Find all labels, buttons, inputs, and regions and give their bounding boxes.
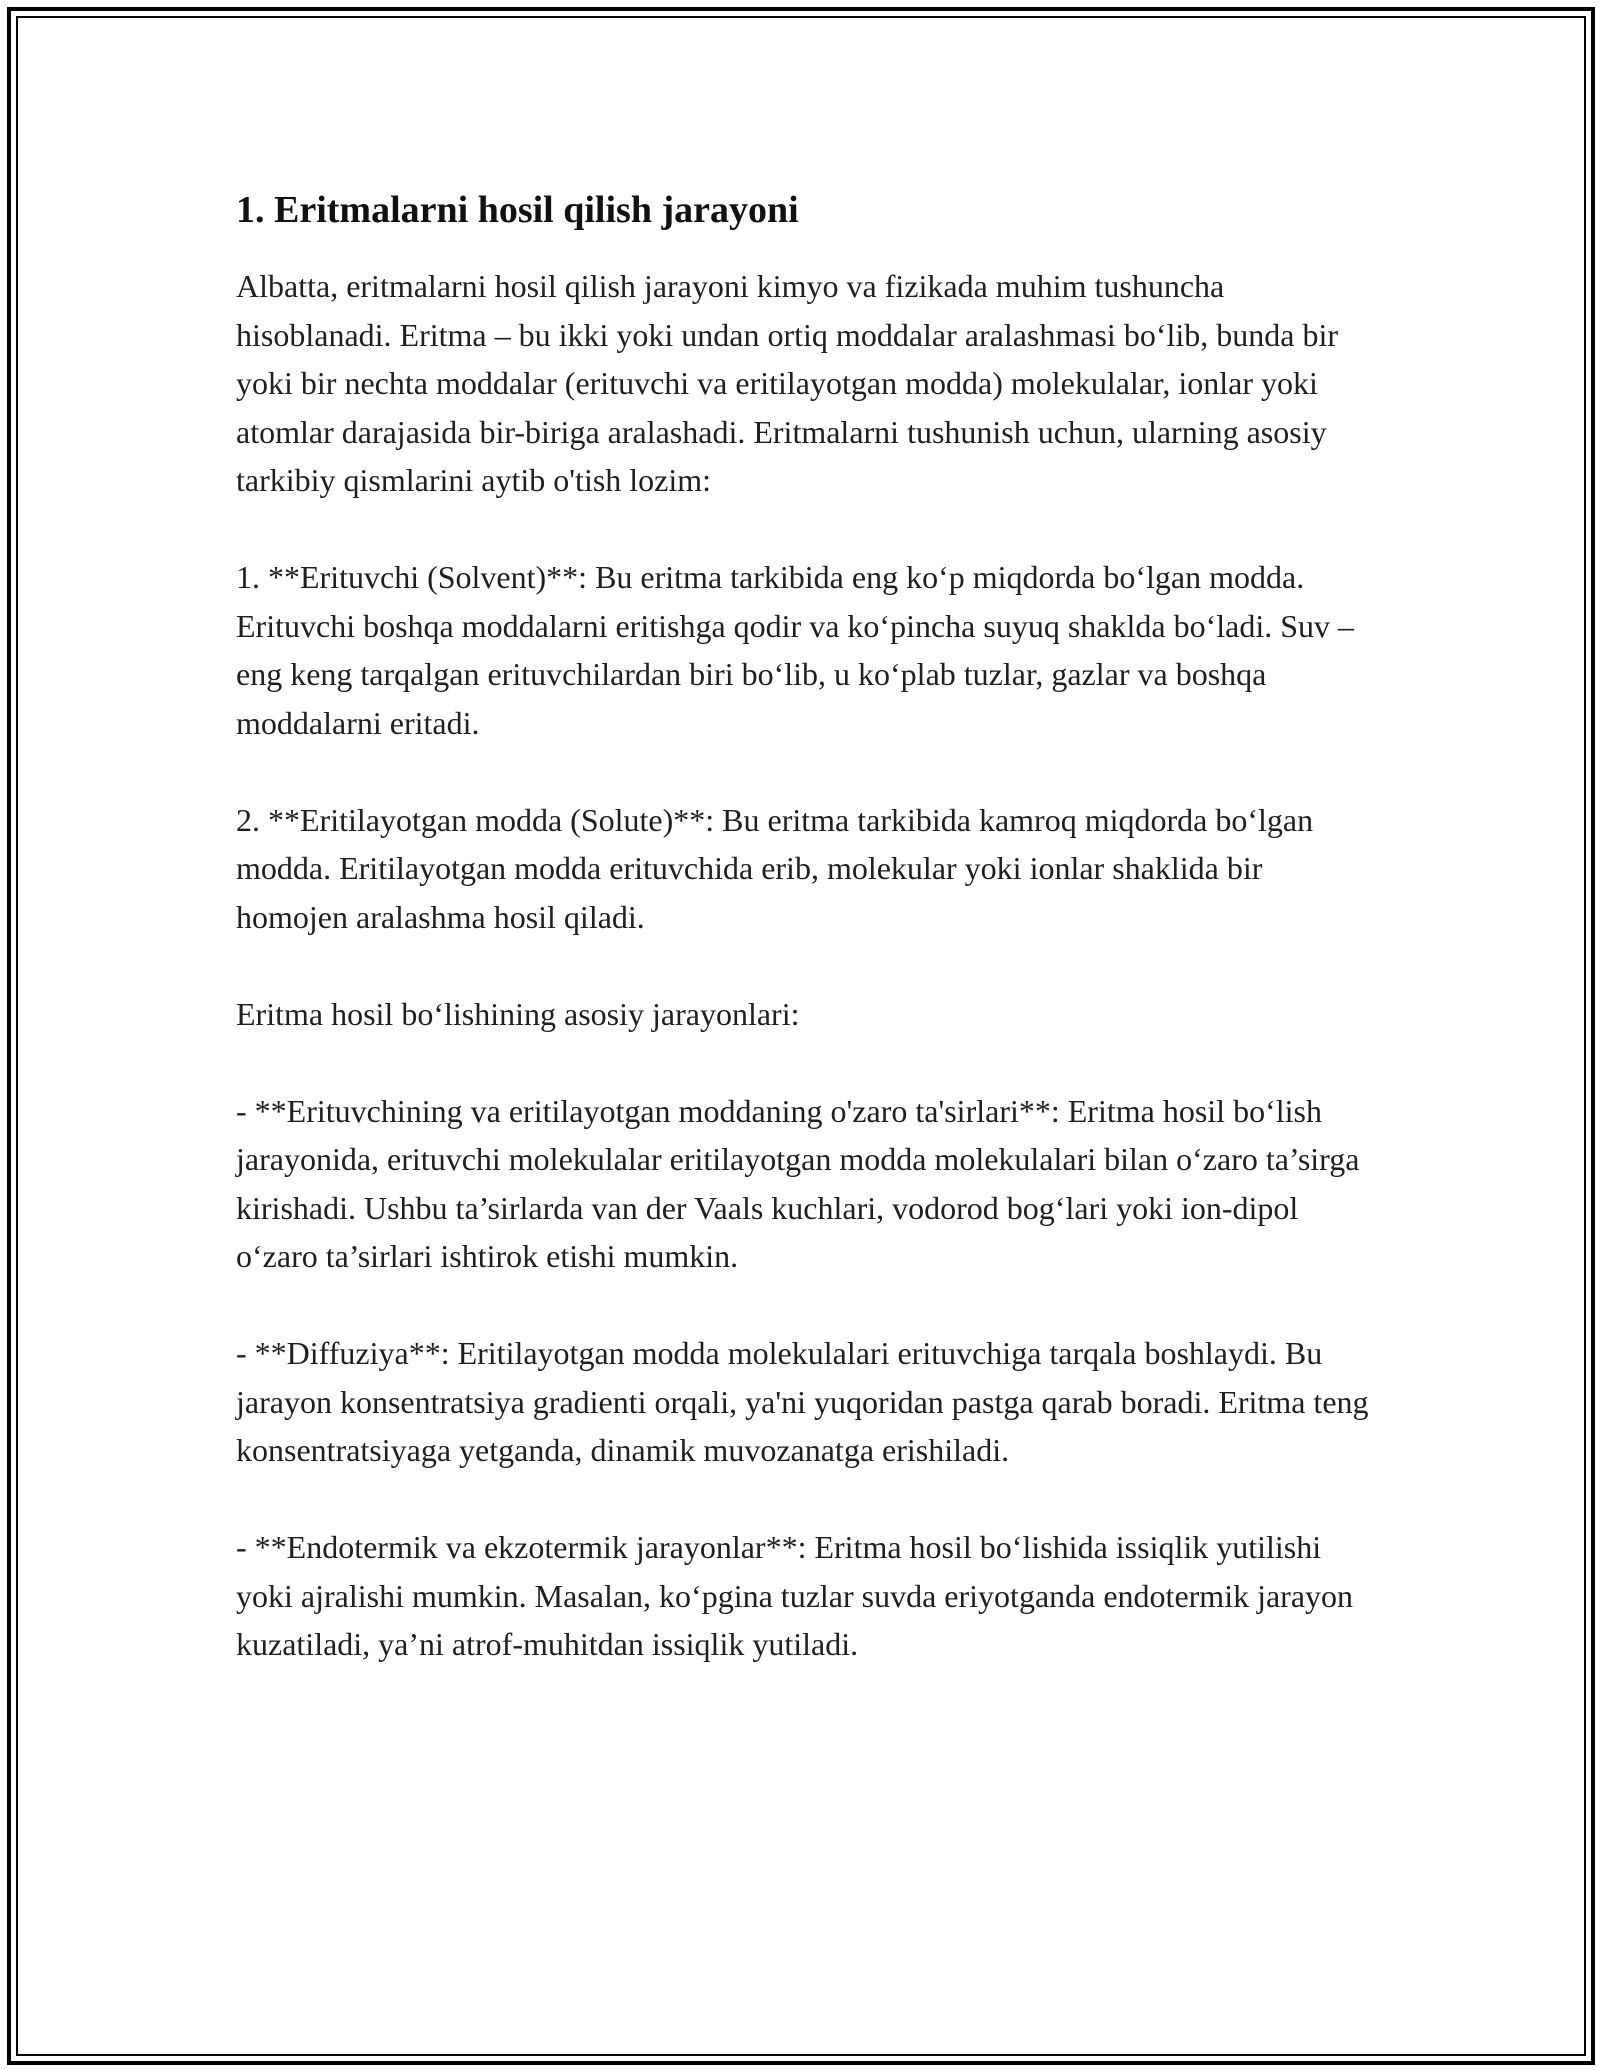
paragraph-interactions: - **Erituvchining va eritilayotgan moddaning o'zaro ta'sirlari**: Eritma hosil bo‘lish jarayonida, erituvchi molekulalar eritilayotgan modda molekulalari bilan o‘zaro ta’sirga kirishadi. Ushbu ta’sirlarda van der Vaals kuchlari, vodorod bog‘lari yoki ion-dipol o‘zaro ta’sirlari ishtirok etishi mumkin. — [236, 1092, 1360, 1274]
paragraph-intro: Albatta, eritmalarni hosil qilish jarayoni kimyo va fizikada muhim tushuncha hisoblanadi. Eritma – bu ikki yoki undan ortiq moddalar aralashmasi bo‘lib, bunda bir yoki bir nechta moddalar (erituvchi va eritilayotgan modda) molekulalar, ionlar yoki atomlar darajasida bir-biriga aralashadi. Eritmalarni tushunish uchun, ularning asosiy tarkibiy qismlarini aytib o'tish lozim: — [236, 268, 1338, 498]
paragraph-thermal: - **Endotermik va ekzotermik jarayonlar**: Eritma hosil bo‘lishida issiqlik yutilishi yoki ajralishi mumkin. Masalan, ko‘pgina tuzlar suvda eriyotganda endotermik jarayon kuzatiladi, ya’ni atrof-muhitdan issiqlik yutiladi. — [236, 1529, 1354, 1662]
paragraph-processes-heading: Eritma hosil bo‘lishining asosiy jarayonlari: — [236, 995, 800, 1032]
paragraph-solvent: 1. **Erituvchi (Solvent)**: Bu eritma tarkibida eng ko‘p miqdorda bo‘lgan modda. Erituvchi boshqa moddalarni eritishga qodir va ko‘pincha suyuq shaklda bo‘ladi. Suv – eng keng tarqalgan erituvchilardan biri bo‘lib, u ko‘plab tuzlar, gazlar va boshqa moddalarni eritadi. — [236, 559, 1354, 741]
document-body — [236, 184, 1376, 1717]
paragraph-solute: 2. **Eritilayotgan modda (Solute)**: Bu eritma tarkibida kamroq miqdorda bo‘lgan modda. Eritilayotgan modda erituvchida erib, molekular yoki ionlar shaklida bir homojen aralashma hosil qiladi. — [236, 801, 1314, 935]
paragraph-diffusion: - **Diffuziya**: Eritilayotgan modda molekulalari erituvchiga tarqala boshlaydi. Bu jarayon konsentratsiya gradienti orqali, ya'ni yuqoridan pastga qarab boradi. Eritma teng konsentratsiyaga yetganda, dinamik muvozanatga erishiladi. — [236, 1335, 1369, 1468]
page-title: 1. Eritmalarni hosil qilish jarayoni — [236, 189, 799, 231]
